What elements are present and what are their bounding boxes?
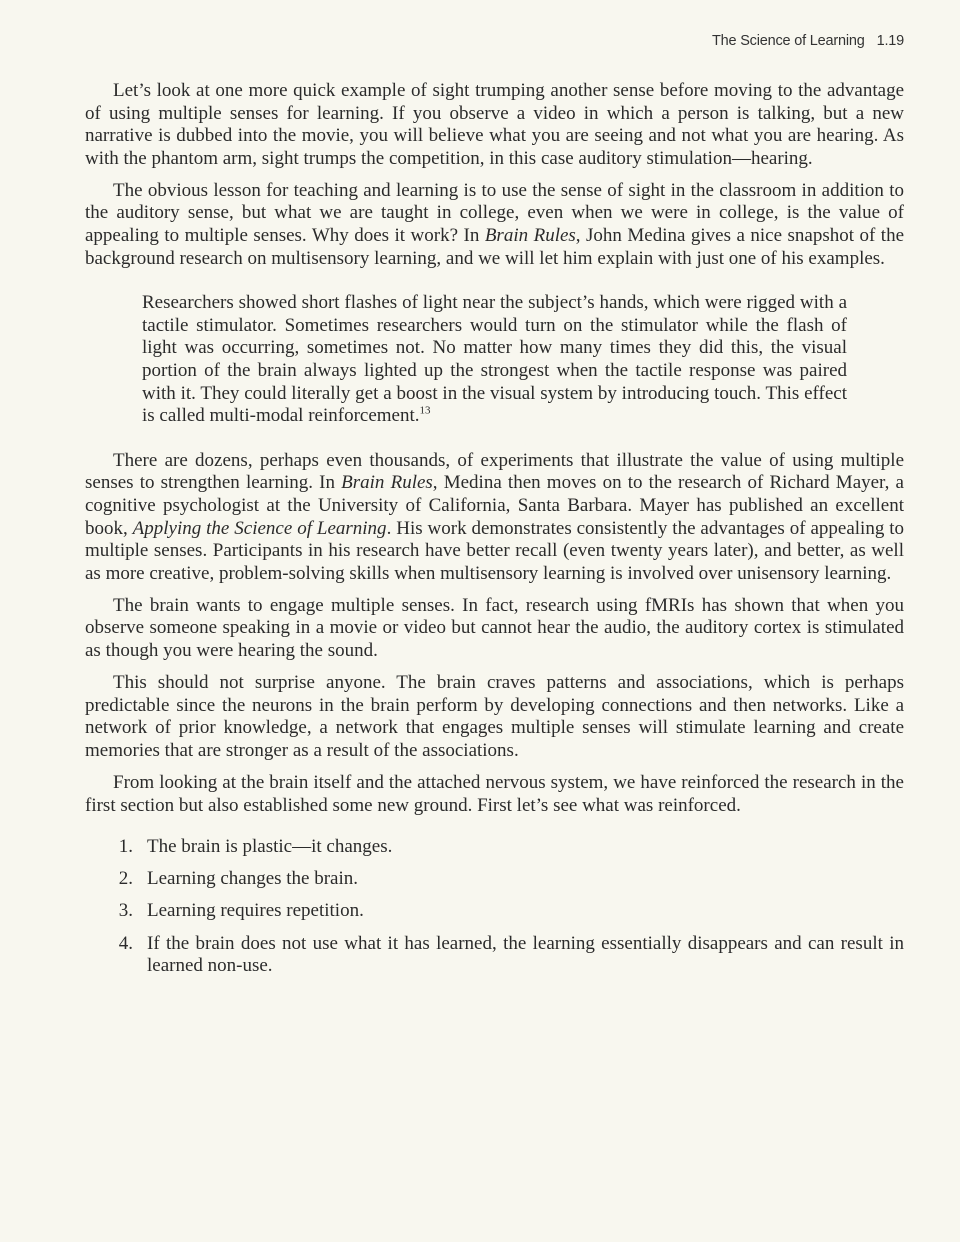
- list-item: [85, 933, 904, 978]
- paragraph-2-part: The obvious lesson for teaching and learning is to use the sense of sight in the classroom in addition to the auditory sense, but what we are taught in college, even when we were in college, is the value of appealing to multiple senses. Why does it work? In: [85, 179, 904, 247]
- list-item: [85, 868, 904, 891]
- book-title: Brain Rules: [341, 472, 433, 494]
- reinforced-points-list: [85, 836, 904, 977]
- book-title: Brain Rules: [484, 225, 576, 247]
- list-number: 4.: [118, 932, 133, 954]
- list-text: If the brain does not use what it has learned, the learning essentially disappears and can result in learned non-use.: [147, 932, 904, 977]
- quote-text: [142, 292, 847, 428]
- paragraph-3-part: , Medina then moves on to the research of Richard Mayer, a cognitive psychologist at the University of California, Santa Barbara. Mayer has published an excellent book,: [85, 472, 904, 539]
- list-number: 1.: [118, 836, 133, 858]
- list-item: [85, 900, 904, 923]
- page-number: 1.19: [876, 33, 904, 49]
- paragraph-3-part: . His work demonstrates consistently the advantages of appealing to multiple senses. Participants in his research have better recall (even twenty years later), and better, as well as more creative, problem-solving skills when multisensory learning is involved over unisensory learning.: [85, 517, 905, 584]
- paragraph-1: Let’s look at one more quick example of sight trumping another sense before moving to the advantage of using multiple senses for learning. If you observe a video in which a person is talking, but a new narrative is dubbed into the movie, you will believe what you are seeing and not what you are hearing. As with the phantom arm, sight trumps the competition, in this case auditory stimulation—hearing.: [85, 80, 904, 169]
- section-title: The Science of Learning: [711, 33, 865, 49]
- footnote-ref: 13: [419, 404, 431, 417]
- book-title: Applying the Science of Learning: [132, 517, 387, 539]
- paragraph-2: [85, 180, 904, 270]
- list-text: The brain is plastic—it changes.: [147, 836, 393, 858]
- paragraph-5: This should not surprise anyone. The brain craves patterns and associations, which is perhaps predictable since the neurons in the brain perform by developing connections and then networks. Like a network of prior knowledge, a network that engages multiple senses will stimulate learning and create memories that are stronger as a result of the associations.: [85, 672, 904, 761]
- list-number: 3.: [118, 900, 133, 922]
- running-header: [712, 33, 904, 49]
- block-quote: [142, 292, 847, 428]
- list-item: [85, 836, 904, 859]
- quote-body: Researchers showed short flashes of light near the subject’s hands, which were rigged with a tactile stimulator. Sometimes researchers would turn on the stimulator while the flash of light was occurring, sometimes not. No matter how many times they did this, the visual portion of the brain always lighted up the strongest when the tactile response was paired with it. They could literally get a boost in the visual system by introducing touch. This effect is called multi-modal reinforcement.: [142, 292, 847, 427]
- paragraph-2-part: , John Medina gives a nice snapshot of the background research on multisensory learning, and we will let him explain with just one of his examples.: [85, 225, 905, 269]
- list-text: Learning requires repetition.: [147, 900, 364, 922]
- paragraph-3: [85, 450, 904, 586]
- paragraph-3-part: There are dozens, perhaps even thousands, of experiments that illustrate the value of using multiple senses to strengthen learning. In: [85, 449, 904, 494]
- list-number: 2.: [118, 868, 133, 890]
- body-text: [85, 80, 904, 987]
- paragraph-4: The brain wants to engage multiple senses. In fact, research using fMRIs has shown that when you observe someone speaking in a movie or video but cannot hear the audio, the auditory cortex is stimulated as though you were hearing the sound.: [85, 594, 904, 662]
- paragraph-6: From looking at the brain itself and the attached nervous system, we have reinforced the research in the first section but also established some new ground. First let’s see what was reinforced.: [85, 772, 904, 816]
- list-text: Learning changes the brain.: [147, 868, 359, 890]
